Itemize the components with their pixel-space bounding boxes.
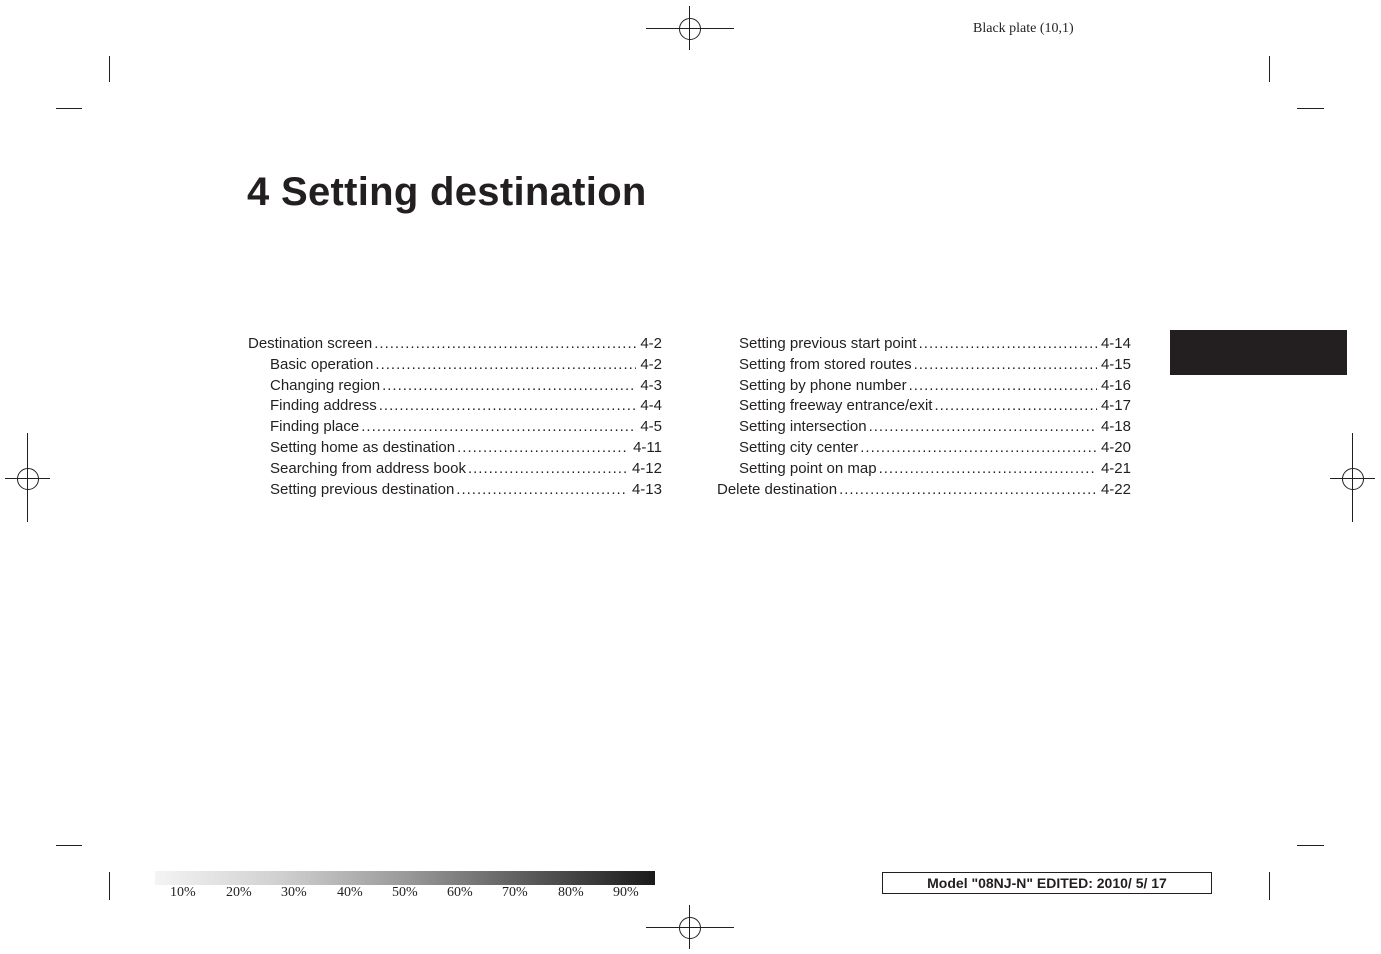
percent-label: 20% bbox=[226, 885, 252, 900]
toc-entry-label: Setting previous destination bbox=[270, 480, 455, 498]
toc-entry[interactable] bbox=[717, 480, 1131, 501]
toc-entry-label: Finding place bbox=[270, 418, 360, 436]
toc-entry-page: 4-11 bbox=[633, 438, 662, 456]
toc-entry-label: Destination screen bbox=[248, 335, 373, 352]
toc-entry[interactable] bbox=[248, 376, 662, 397]
toc-entry-page: 4-14 bbox=[1100, 335, 1131, 352]
chapter-title: 4 Setting destination bbox=[247, 170, 647, 214]
toc-entry[interactable] bbox=[248, 459, 662, 480]
percent-label: 90% bbox=[613, 885, 639, 900]
toc-entry-label: Searching from address book bbox=[270, 459, 466, 477]
toc-entry[interactable] bbox=[248, 417, 662, 438]
toc-entry-page: 4-5 bbox=[640, 418, 662, 436]
toc-entry-label: Setting intersection bbox=[739, 418, 867, 436]
toc-entry[interactable] bbox=[248, 480, 662, 501]
toc-entry-page: 4-18 bbox=[1100, 418, 1131, 436]
toc-entry-page: 4-22 bbox=[1100, 480, 1131, 498]
toc-entry-page: 4-20 bbox=[1100, 438, 1131, 456]
toc-entry[interactable] bbox=[717, 438, 1131, 459]
toc-entry-page: 4-17 bbox=[1100, 397, 1131, 415]
toc-entry-page: 4-2 bbox=[640, 335, 662, 352]
density-gradient-bar bbox=[155, 871, 655, 885]
toc-entry[interactable] bbox=[248, 334, 662, 355]
chapter-tab-block bbox=[1170, 330, 1347, 375]
toc-entry[interactable] bbox=[717, 417, 1131, 438]
toc-entry-label: Changing region bbox=[270, 376, 381, 394]
percent-label: 70% bbox=[502, 885, 528, 900]
percent-label: 50% bbox=[392, 885, 418, 900]
toc-entry[interactable] bbox=[717, 396, 1131, 417]
percent-label: 60% bbox=[447, 885, 473, 900]
toc-entry[interactable] bbox=[248, 355, 662, 376]
toc-entry[interactable] bbox=[717, 459, 1131, 480]
toc-entry-label: Setting by phone number bbox=[739, 376, 907, 394]
toc-entry-label: Setting previous start point bbox=[739, 335, 917, 352]
toc-entry-page: 4-13 bbox=[631, 480, 662, 498]
toc-entry-label: Setting city center bbox=[739, 438, 859, 456]
percent-label: 80% bbox=[558, 885, 584, 900]
toc-entry-page: 4-12 bbox=[631, 459, 662, 477]
toc-entry-page: 4-3 bbox=[640, 376, 662, 394]
toc-entry-label: Setting freeway entrance/exit bbox=[739, 397, 933, 415]
toc-entry-page: 4-4 bbox=[640, 397, 662, 415]
toc-entry-label: Setting home as destination bbox=[270, 438, 456, 456]
toc-entry[interactable] bbox=[717, 334, 1131, 355]
model-edited-box: Model "08NJ-N" EDITED: 2010/ 5/ 17 bbox=[882, 872, 1212, 894]
toc-entry-label: Delete destination bbox=[717, 480, 838, 498]
percent-label: 40% bbox=[337, 885, 363, 900]
toc-entry[interactable] bbox=[248, 396, 662, 417]
plate-label: Black plate (10,1) bbox=[973, 21, 1074, 36]
percent-label: 30% bbox=[281, 885, 307, 900]
toc-entry-label: Setting point on map bbox=[739, 459, 877, 477]
toc-left-column bbox=[248, 334, 662, 500]
toc-entry-page: 4-15 bbox=[1100, 355, 1131, 373]
toc-right-column bbox=[717, 334, 1131, 500]
toc-entry[interactable] bbox=[717, 376, 1131, 397]
toc-entry-page: 4-2 bbox=[640, 355, 662, 373]
toc-entry-page: 4-16 bbox=[1100, 376, 1131, 394]
toc-entry-label: Finding address bbox=[270, 397, 377, 415]
toc-entry[interactable] bbox=[248, 438, 662, 459]
toc-entry-label: Basic operation bbox=[270, 355, 374, 373]
toc-entry-page: 4-21 bbox=[1100, 459, 1131, 477]
toc-entry[interactable] bbox=[717, 355, 1131, 376]
percent-label: 10% bbox=[170, 885, 196, 900]
toc-entry-label: Setting from stored routes bbox=[739, 355, 912, 373]
